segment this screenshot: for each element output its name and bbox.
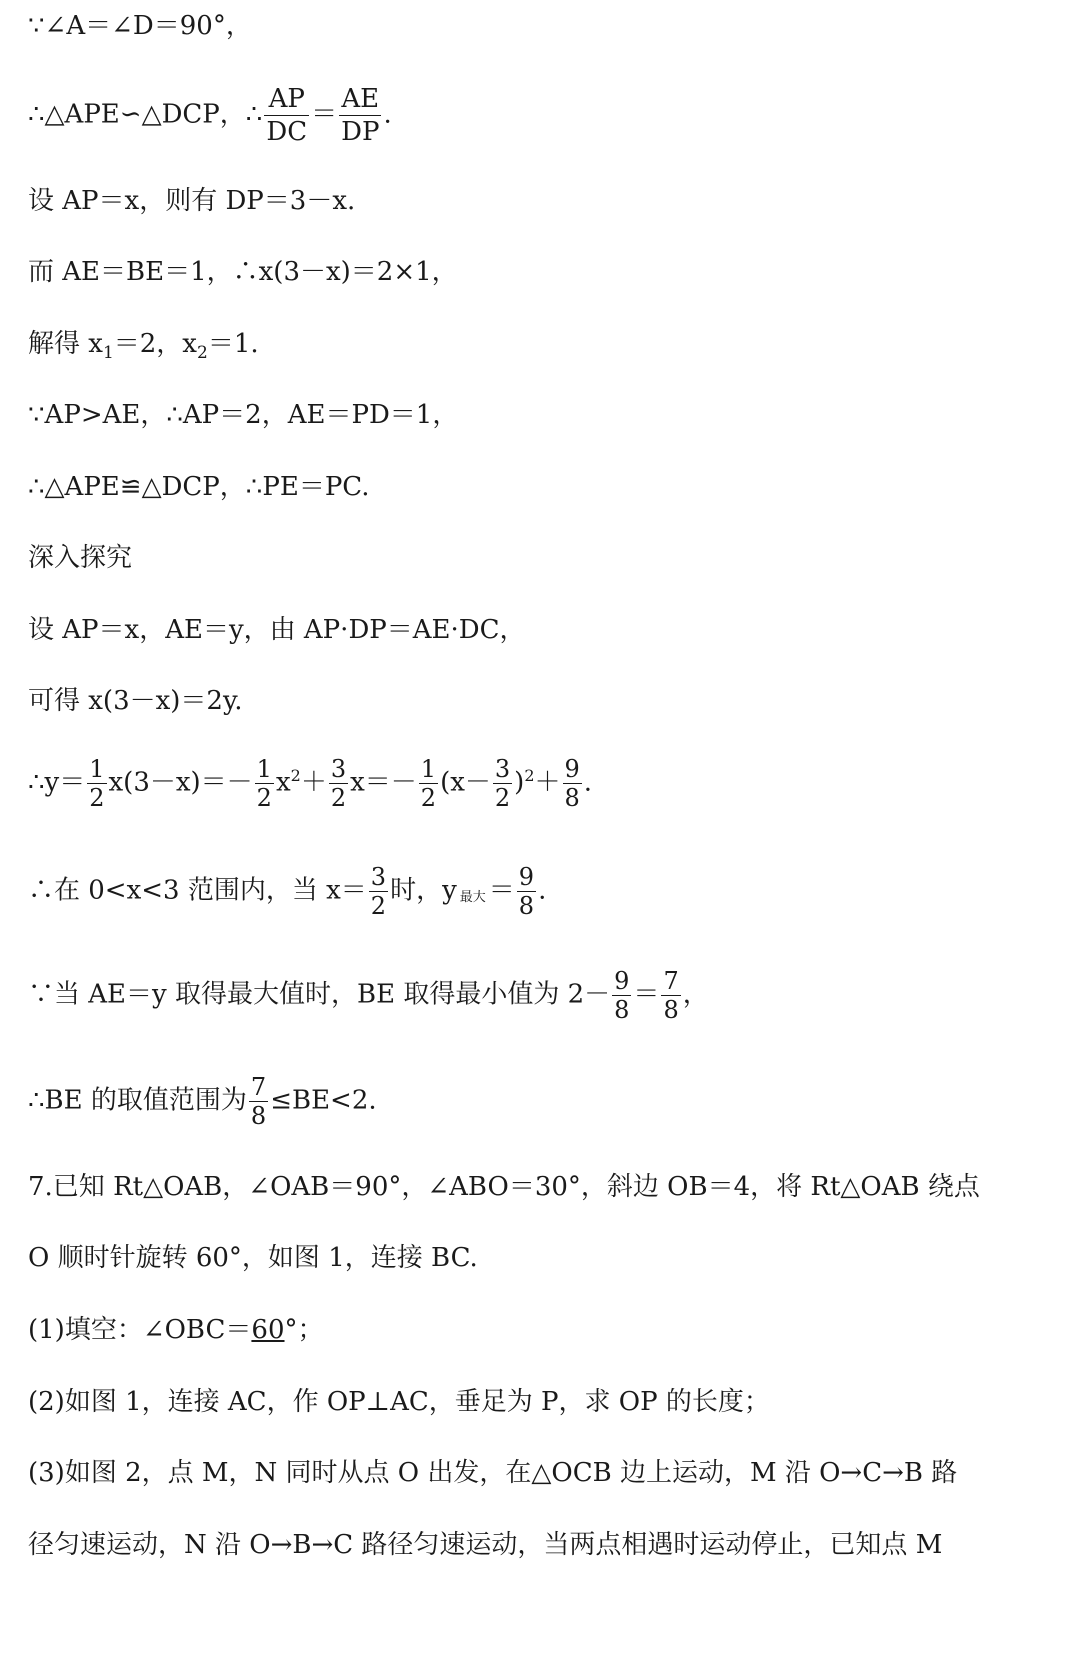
line-14-range: ∴BE 的取值范围为 $\frac{7}{8}$ ≤BE<2. — [28, 1073, 377, 1130]
line-7: ∴△APE≌△DCP，∴PE＝PC. — [28, 472, 370, 502]
fraction: $\frac{3}{2}$ — [494, 755, 511, 812]
line-2-text: ∴△APE∽△DCP，∴ — [28, 99, 263, 130]
problem-7-part-1: (1)填空：∠OBC＝60°； — [28, 1315, 324, 1345]
line-3: 设 AP＝x，则有 DP＝3－x. — [28, 186, 356, 216]
fraction: $\frac{7}{8}$ — [663, 967, 679, 1024]
problem-7-part-2: (2)如图 1，连接 AC，作 OP⊥AC，垂足为 P，求 OP 的长度； — [28, 1387, 770, 1417]
fraction: $\frac{9}{8}$ — [614, 967, 630, 1024]
fraction-ap-dc: $\frac{AP}{DC}$ — [266, 84, 308, 147]
line-2-similar-triangles: ∴△APE∽△DCP，∴ $\frac{AP}{DC}$ ＝ $\frac{AE}{DP}$ . — [28, 84, 392, 147]
problem-7-part-3-cont: 径匀速运动，N 沿 O→B→C 路径匀速运动，当两点相遇时运动停止，已知点 M — [28, 1530, 943, 1560]
fraction: $\frac{9}{8}$ — [564, 755, 580, 812]
fraction: $\frac{1}{2}$ — [420, 755, 437, 812]
line-12-max-value: ∴在 0<x<3 范围内，当 x＝ $\frac{3}{2}$ 时，y 最大 ＝ $\frac{9}{8}$ . — [28, 863, 547, 920]
line-11-quadratic: ∴y＝ $\frac{1}{2}$ x(3－x)＝－ $\frac{1}{2}$ $x^2+$ $\frac{3}{2}$ x＝－ $\frac{1}{2}$ (x－ $\frac{3}{2}$ )$^2$＋ $\frac{9}{8}$ . — [28, 755, 593, 812]
fraction: $\frac{1}{2}$ — [89, 755, 105, 812]
problem-7-part-3: (3)如图 2，点 M，N 同时从点 O 出发，在△OCB 边上运动，M 沿 O→C→B 路 — [28, 1458, 958, 1488]
line-5-solutions: 解得 $x_1=2$，$x_2=1$. — [28, 329, 259, 364]
problem-7-statement: 7.已知 Rt△OAB，∠OAB＝90°，∠ABO＝30°，斜边 OB＝4，将 Rt△OAB 绕点 — [28, 1172, 980, 1202]
fraction: $\frac{3}{2}$ — [330, 755, 347, 812]
line-4: 而 AE＝BE＝1，∴x(3－x)＝2×1， — [28, 257, 458, 287]
line-9: 设 AP＝x，AE＝y，由 AP·DP＝AE·DC， — [28, 615, 526, 645]
fraction: $\frac{7}{8}$ — [250, 1073, 267, 1130]
line-6: ∵AP>AE，∴AP＝2，AE＝PD＝1， — [28, 400, 459, 430]
answer-underlined: 60 — [251, 1315, 285, 1345]
fraction: $\frac{1}{2}$ — [256, 755, 272, 812]
fraction: $\frac{9}{8}$ — [518, 863, 535, 920]
line-10: 可得 x(3－x)＝2y. — [28, 686, 243, 716]
line-1: ∵∠A＝∠D＝90°， — [28, 11, 252, 41]
fraction: $\frac{3}{2}$ — [370, 863, 387, 920]
fraction-ae-dp: $\frac{AE}{DP}$ — [341, 84, 380, 147]
problem-7-statement-cont: O 顺时针旋转 60°，如图 1，连接 BC. — [28, 1243, 478, 1273]
section-heading-deep-exploration: 深入探究 — [28, 543, 133, 573]
line-13-min-be: ∵当 AE＝y 取得最大值时，BE 取得最小值为 2－ $\frac{9}{8}$ ＝ $\frac{7}{8}$ ， — [28, 967, 709, 1024]
